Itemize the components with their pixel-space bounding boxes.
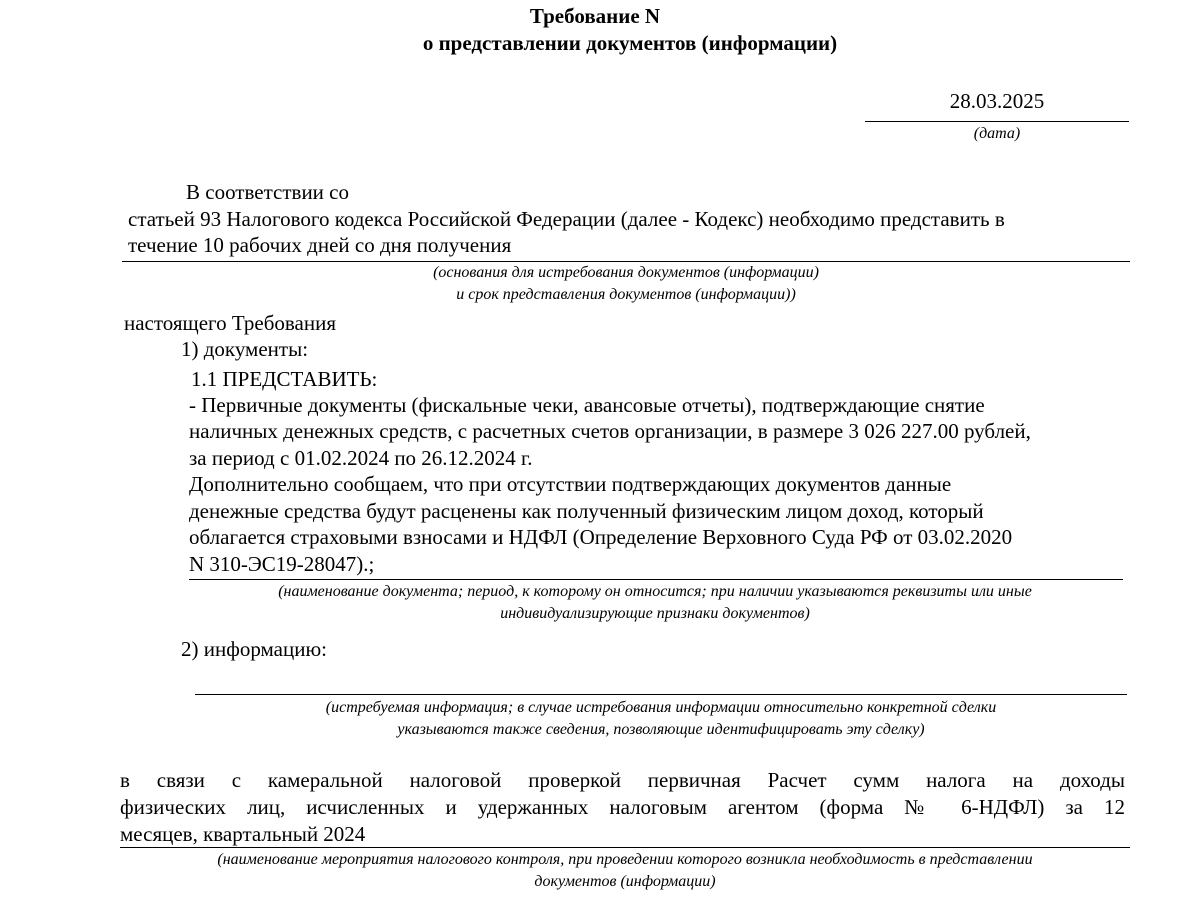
- item-line-3: за период с 01.02.2024 по 26.12.2024 г.: [189, 446, 533, 470]
- basis-caption-2: и срок представления документов (информации)): [456, 286, 796, 303]
- documents-caption-2: индивидуализирующие признаки документов): [500, 605, 810, 622]
- date-underline: [865, 121, 1129, 122]
- document-title: [0, 4, 1190, 29]
- control-line-1: в связи с камеральной налоговой проверкой первичная Расчет сумм налога на доходы: [120, 768, 1125, 792]
- documents-heading: 1) документы:: [181, 337, 309, 361]
- basis-line-1: В соответствии со: [186, 180, 349, 204]
- item-line-5: денежные средства будут расценены как полученный физическим лицом доход, который: [189, 499, 984, 523]
- requirement-intro: настоящего Требования: [124, 311, 336, 335]
- control-caption-2: документов (информации): [534, 873, 716, 890]
- information-caption-2: указываются также сведения, позволяющие идентифицировать эту сделку): [397, 721, 925, 738]
- item-line-2: наличных денежных средств, с расчетных счетов организации, в размере 3 026 227.00 рублей,: [189, 419, 1031, 443]
- date-value: 28.03.2025: [949, 89, 1045, 113]
- item-line-1: - Первичные документы (фискальные чеки, авансовые отчеты), подтверждающие снятие: [189, 393, 985, 417]
- basis-line-2: статьей 93 Налогового кодекса Российской Федерации (далее - Кодекс) необходимо представить в: [128, 207, 1005, 231]
- control-underline: [120, 847, 1130, 848]
- item-heading: 1.1 ПРЕДСТАВИТЬ:: [191, 367, 378, 391]
- item-line-6: облагается страховыми взносами и НДФЛ (Определение Верховного Суда РФ от 03.02.2020: [189, 525, 1013, 549]
- date-caption: (дата): [973, 125, 1021, 142]
- documents-underline: [189, 579, 1123, 580]
- basis-caption-1: (основания для истребования документов (информации): [433, 264, 819, 281]
- information-caption-1: (истребуемая информация; в случае истребования информации относительно конкретной сделки: [325, 699, 997, 716]
- title-line-2: о представлении документов (информации): [422, 31, 838, 55]
- basis-line-3: течение 10 рабочих дней со дня получения: [128, 233, 512, 257]
- control-caption-1: (наименование мероприятия налогового контроля, при проведении которого возникла необходимость в представлении: [217, 851, 1033, 868]
- information-heading: 2) информацию:: [181, 637, 327, 661]
- information-underline: [195, 694, 1127, 695]
- document-subtitle: [0, 31, 1200, 56]
- documents-caption-1: (наименование документа; период, к которому он относится; при наличии указываются реквизиты или иные: [278, 583, 1032, 600]
- title-line-1: Требование N: [529, 4, 661, 28]
- item-line-7: N 310-ЭС19-28047).;: [189, 552, 375, 576]
- control-line-2: физических лиц, исчисленных и удержанных налоговым агентом (форма № 6-НДФЛ) за 12: [120, 795, 1125, 819]
- item-line-4: Дополнительно сообщаем, что при отсутствии подтверждающих документов данные: [189, 472, 952, 496]
- control-line-3: месяцев, квартальный 2024: [120, 822, 366, 846]
